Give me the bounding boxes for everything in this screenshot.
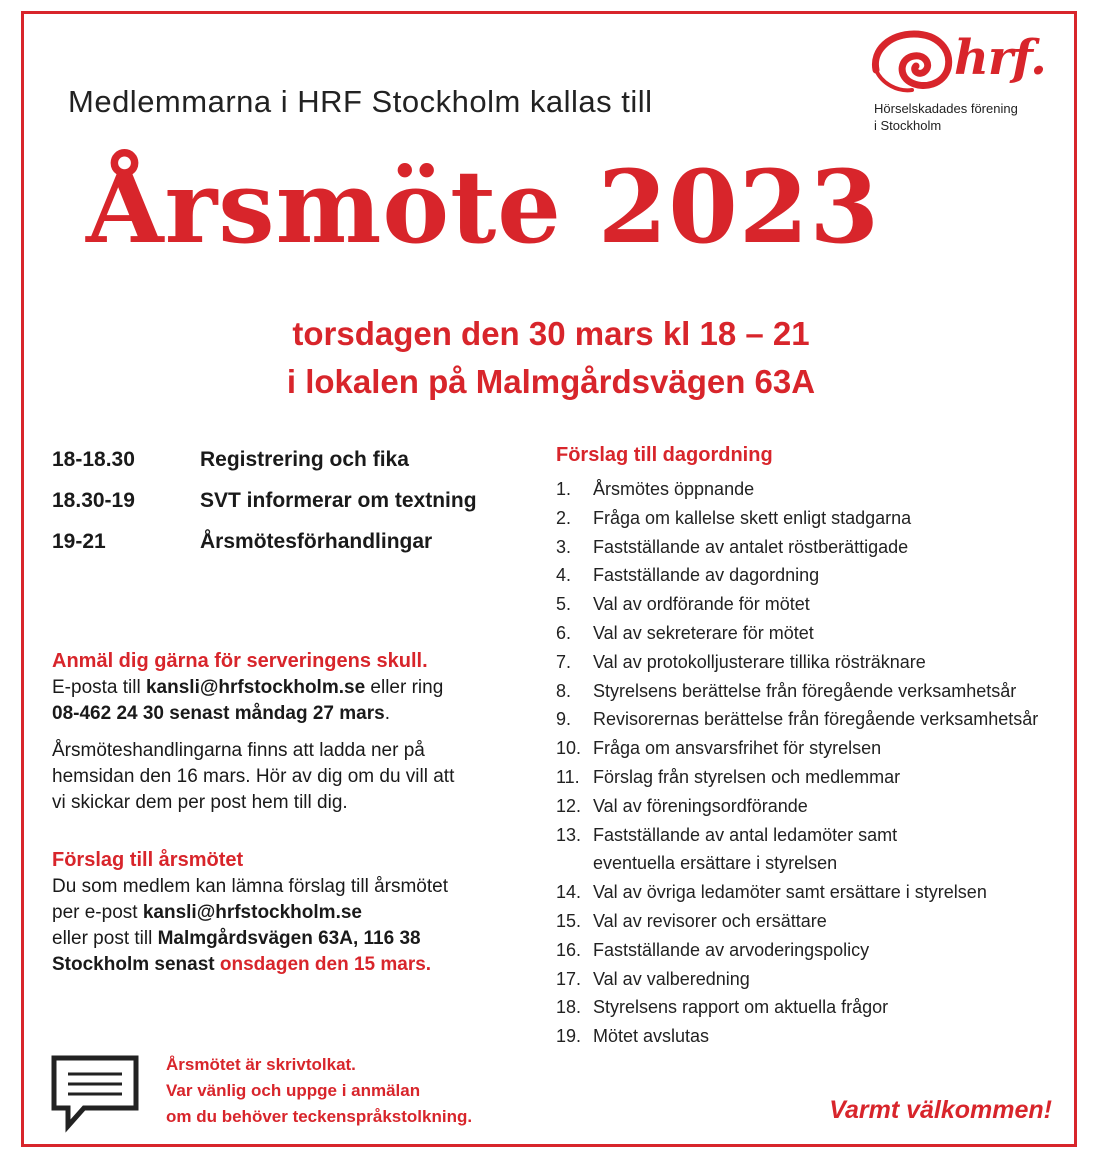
agenda-item-line: Fastställande av arvoderingspolicy [593, 939, 870, 960]
documents-line: vi skickar dem per post hem till dig. [52, 792, 348, 813]
agenda-item [556, 619, 1081, 648]
agenda-item-text [593, 533, 1081, 562]
agenda-item-number: 17. [556, 968, 582, 989]
agenda-item-line: Val av föreningsordförande [593, 795, 808, 816]
agenda-item-line: Styrelsens berättelse från föregående verksamhetsår [593, 680, 1017, 701]
agenda-item-number: 18. [556, 997, 582, 1018]
proposals-text: per e-post [52, 902, 143, 923]
documents-line: hemsidan den 16 mars. Hör av dig om du vill att [52, 766, 455, 787]
agenda-item-text [593, 993, 1081, 1022]
schedule-time: 18.30-19 [52, 489, 135, 512]
signup-phone: 08-462 24 30 senast måndag 27 mars [52, 703, 385, 724]
agenda-item-line: Val av sekreterare för mötet [593, 622, 814, 643]
proposals-heading: Förslag till årsmötet [52, 849, 244, 871]
agenda-item [556, 907, 1081, 936]
agenda-item [556, 561, 1081, 590]
agenda-item-line: Val av ordförande för mötet [593, 594, 810, 615]
agenda-item-number: 1. [556, 479, 572, 499]
agenda-item-text [593, 763, 1081, 792]
schedule-item: Registrering och fika [200, 448, 409, 471]
agenda-item-line: Fastställande av dagordning [593, 565, 820, 586]
signup-line-1 [52, 675, 522, 701]
agenda-item-number: 14. [556, 882, 582, 903]
proposals-line [52, 952, 522, 978]
agenda-title: Förslag till dagordning [556, 444, 773, 466]
agenda-item-line: Mötet avslutas [593, 1026, 710, 1047]
agenda-item [556, 1022, 1081, 1051]
interpretation-note [166, 1052, 472, 1130]
agenda-item [556, 705, 1081, 734]
proposals-deadline: onsdagen den 15 mars. [214, 954, 432, 975]
agenda-item [556, 792, 1081, 821]
hrf-logo [868, 26, 1058, 138]
agenda-item-text [593, 590, 1081, 619]
agenda-item-line: Fastställande av antalet röstberättigade [593, 536, 909, 557]
agenda-item-line: Val av protokolljusterare tillika rösträknare [593, 651, 926, 672]
agenda-item-number: 4. [556, 565, 572, 586]
proposals-text: eller post till [52, 928, 158, 949]
agenda-item-text [593, 907, 1081, 936]
schedule-time: 19-21 [52, 530, 106, 553]
signup-heading: Anmäl dig gärna för serveringens skull. [52, 650, 428, 672]
schedule [52, 448, 532, 571]
agenda-item [556, 965, 1081, 994]
agenda-item-text [593, 878, 1081, 907]
agenda-item-line: Förslag från styrelsen och medlemmar [593, 766, 901, 787]
signup-section [52, 647, 522, 727]
agenda-item-text [593, 677, 1081, 706]
schedule-item: SVT informerar om textning [200, 489, 477, 512]
agenda-list [556, 475, 1081, 1051]
agenda-item-line: Fråga om kallelse skett enligt stadgarna [593, 507, 912, 528]
agenda-item [556, 504, 1081, 533]
agenda-item-text [593, 619, 1081, 648]
page-title: Årsmöte 2023 [86, 148, 881, 266]
agenda-item-number: 6. [556, 622, 572, 643]
agenda-item-line: Årsmötes öppnande [593, 479, 755, 499]
agenda-item [556, 734, 1081, 763]
welcome-text: Varmt välkommen! [829, 1096, 1052, 1124]
spiral-icon [868, 26, 958, 96]
agenda-item [556, 821, 1081, 879]
proposals-line [52, 900, 522, 926]
proposals-deadline-label: Stockholm senast [52, 954, 215, 975]
signup-text: eller ring [365, 677, 444, 698]
agenda-item-line: Styrelsens rapport om aktuella frågor [593, 997, 889, 1018]
note-line: Årsmötet är skrivtolkat. [166, 1055, 356, 1074]
note-line: om du behöver teckenspråkstolkning. [166, 1107, 473, 1126]
agenda-item [556, 763, 1081, 792]
agenda-item-number: 19. [556, 1026, 582, 1047]
agenda-item-continuation: eventuella ersättare i styrelsen [593, 853, 838, 874]
agenda-item-line: Fråga om ansvarsfrihet för styrelsen [593, 738, 882, 759]
agenda-item-number: 3. [556, 536, 572, 557]
logo-subtitle-2: i Stockholm [874, 118, 942, 133]
proposals-email[interactable]: kansli@hrfstockholm.se [142, 902, 362, 923]
place-line: i lokalen på Malmgårdsvägen 63A [286, 363, 816, 400]
agenda-item [556, 533, 1081, 562]
agenda-item-number: 13. [556, 824, 582, 845]
proposals-line [52, 926, 522, 952]
agenda-item-text [593, 792, 1081, 821]
agenda-item-number: 15. [556, 910, 582, 931]
logo-wordmark: hrf. [954, 30, 1046, 86]
signup-text: . [384, 703, 390, 724]
documents-section [52, 738, 522, 816]
proposals-line: Du som medlem kan lämna förslag till årsmötet [52, 876, 448, 897]
agenda-item [556, 677, 1081, 706]
agenda-item-text [593, 821, 1081, 879]
note-line: Var vänlig och uppge i anmälan [166, 1081, 421, 1100]
proposals-address: Malmgårdsvägen 63A, 116 38 [157, 928, 421, 949]
agenda-item-text [593, 504, 1081, 533]
agenda-item-line: Fastställande av antal ledamöter samt [593, 824, 898, 845]
agenda-item-line: Revisorernas berättelse från föregående verksamhetsår [593, 709, 1039, 730]
agenda-item [556, 878, 1081, 907]
signup-text: E-posta till [52, 677, 146, 698]
agenda-item-line: Val av valberedning [593, 968, 750, 989]
agenda-item-line: Val av revisorer och ersättare [593, 910, 827, 931]
agenda-item-text [593, 936, 1081, 965]
schedule-row [52, 489, 532, 530]
intro-text: Medlemmarna i HRF Stockholm kallas till [68, 84, 653, 119]
agenda-item-number: 8. [556, 680, 572, 701]
agenda-item-text [593, 475, 1081, 504]
agenda-item-number: 5. [556, 594, 572, 615]
agenda-item-text [593, 1022, 1081, 1051]
agenda-item-number: 7. [556, 651, 572, 672]
schedule-row [52, 448, 532, 489]
schedule-row [52, 530, 532, 571]
schedule-time: 18-18.30 [52, 448, 135, 471]
agenda-item-text [593, 965, 1081, 994]
speech-bubble-icon [50, 1054, 140, 1134]
agenda-item-text [593, 648, 1081, 677]
logo-subtitle-1: Hörselskadades förening [874, 101, 1018, 116]
agenda-item [556, 475, 1081, 504]
agenda-item-number: 9. [556, 709, 572, 730]
agenda-item-number: 11. [556, 766, 580, 787]
agenda-item [556, 590, 1081, 619]
agenda-item-number: 10. [556, 738, 582, 759]
schedule-item: Årsmötesförhandlingar [200, 530, 433, 553]
agenda-item [556, 648, 1081, 677]
proposals-section [52, 846, 522, 978]
agenda-item-number: 12. [556, 795, 582, 816]
agenda-item-number: 16. [556, 939, 582, 960]
agenda-item-text [593, 705, 1081, 734]
agenda-item-text [593, 561, 1081, 590]
date-line: torsdagen den 30 mars kl 18 – 21 [292, 315, 810, 352]
agenda-item-text [593, 734, 1081, 763]
agenda-item-number: 2. [556, 507, 572, 528]
agenda [556, 444, 1081, 1051]
agenda-item-line: Val av övriga ledamöter samt ersättare i styrelsen [593, 882, 987, 903]
agenda-item [556, 936, 1081, 965]
documents-line: Årsmöteshandlingarna finns att ladda ner på [52, 740, 425, 761]
agenda-item [556, 993, 1081, 1022]
signup-line-2 [52, 701, 522, 727]
signup-email[interactable]: kansli@hrfstockholm.se [145, 677, 366, 698]
